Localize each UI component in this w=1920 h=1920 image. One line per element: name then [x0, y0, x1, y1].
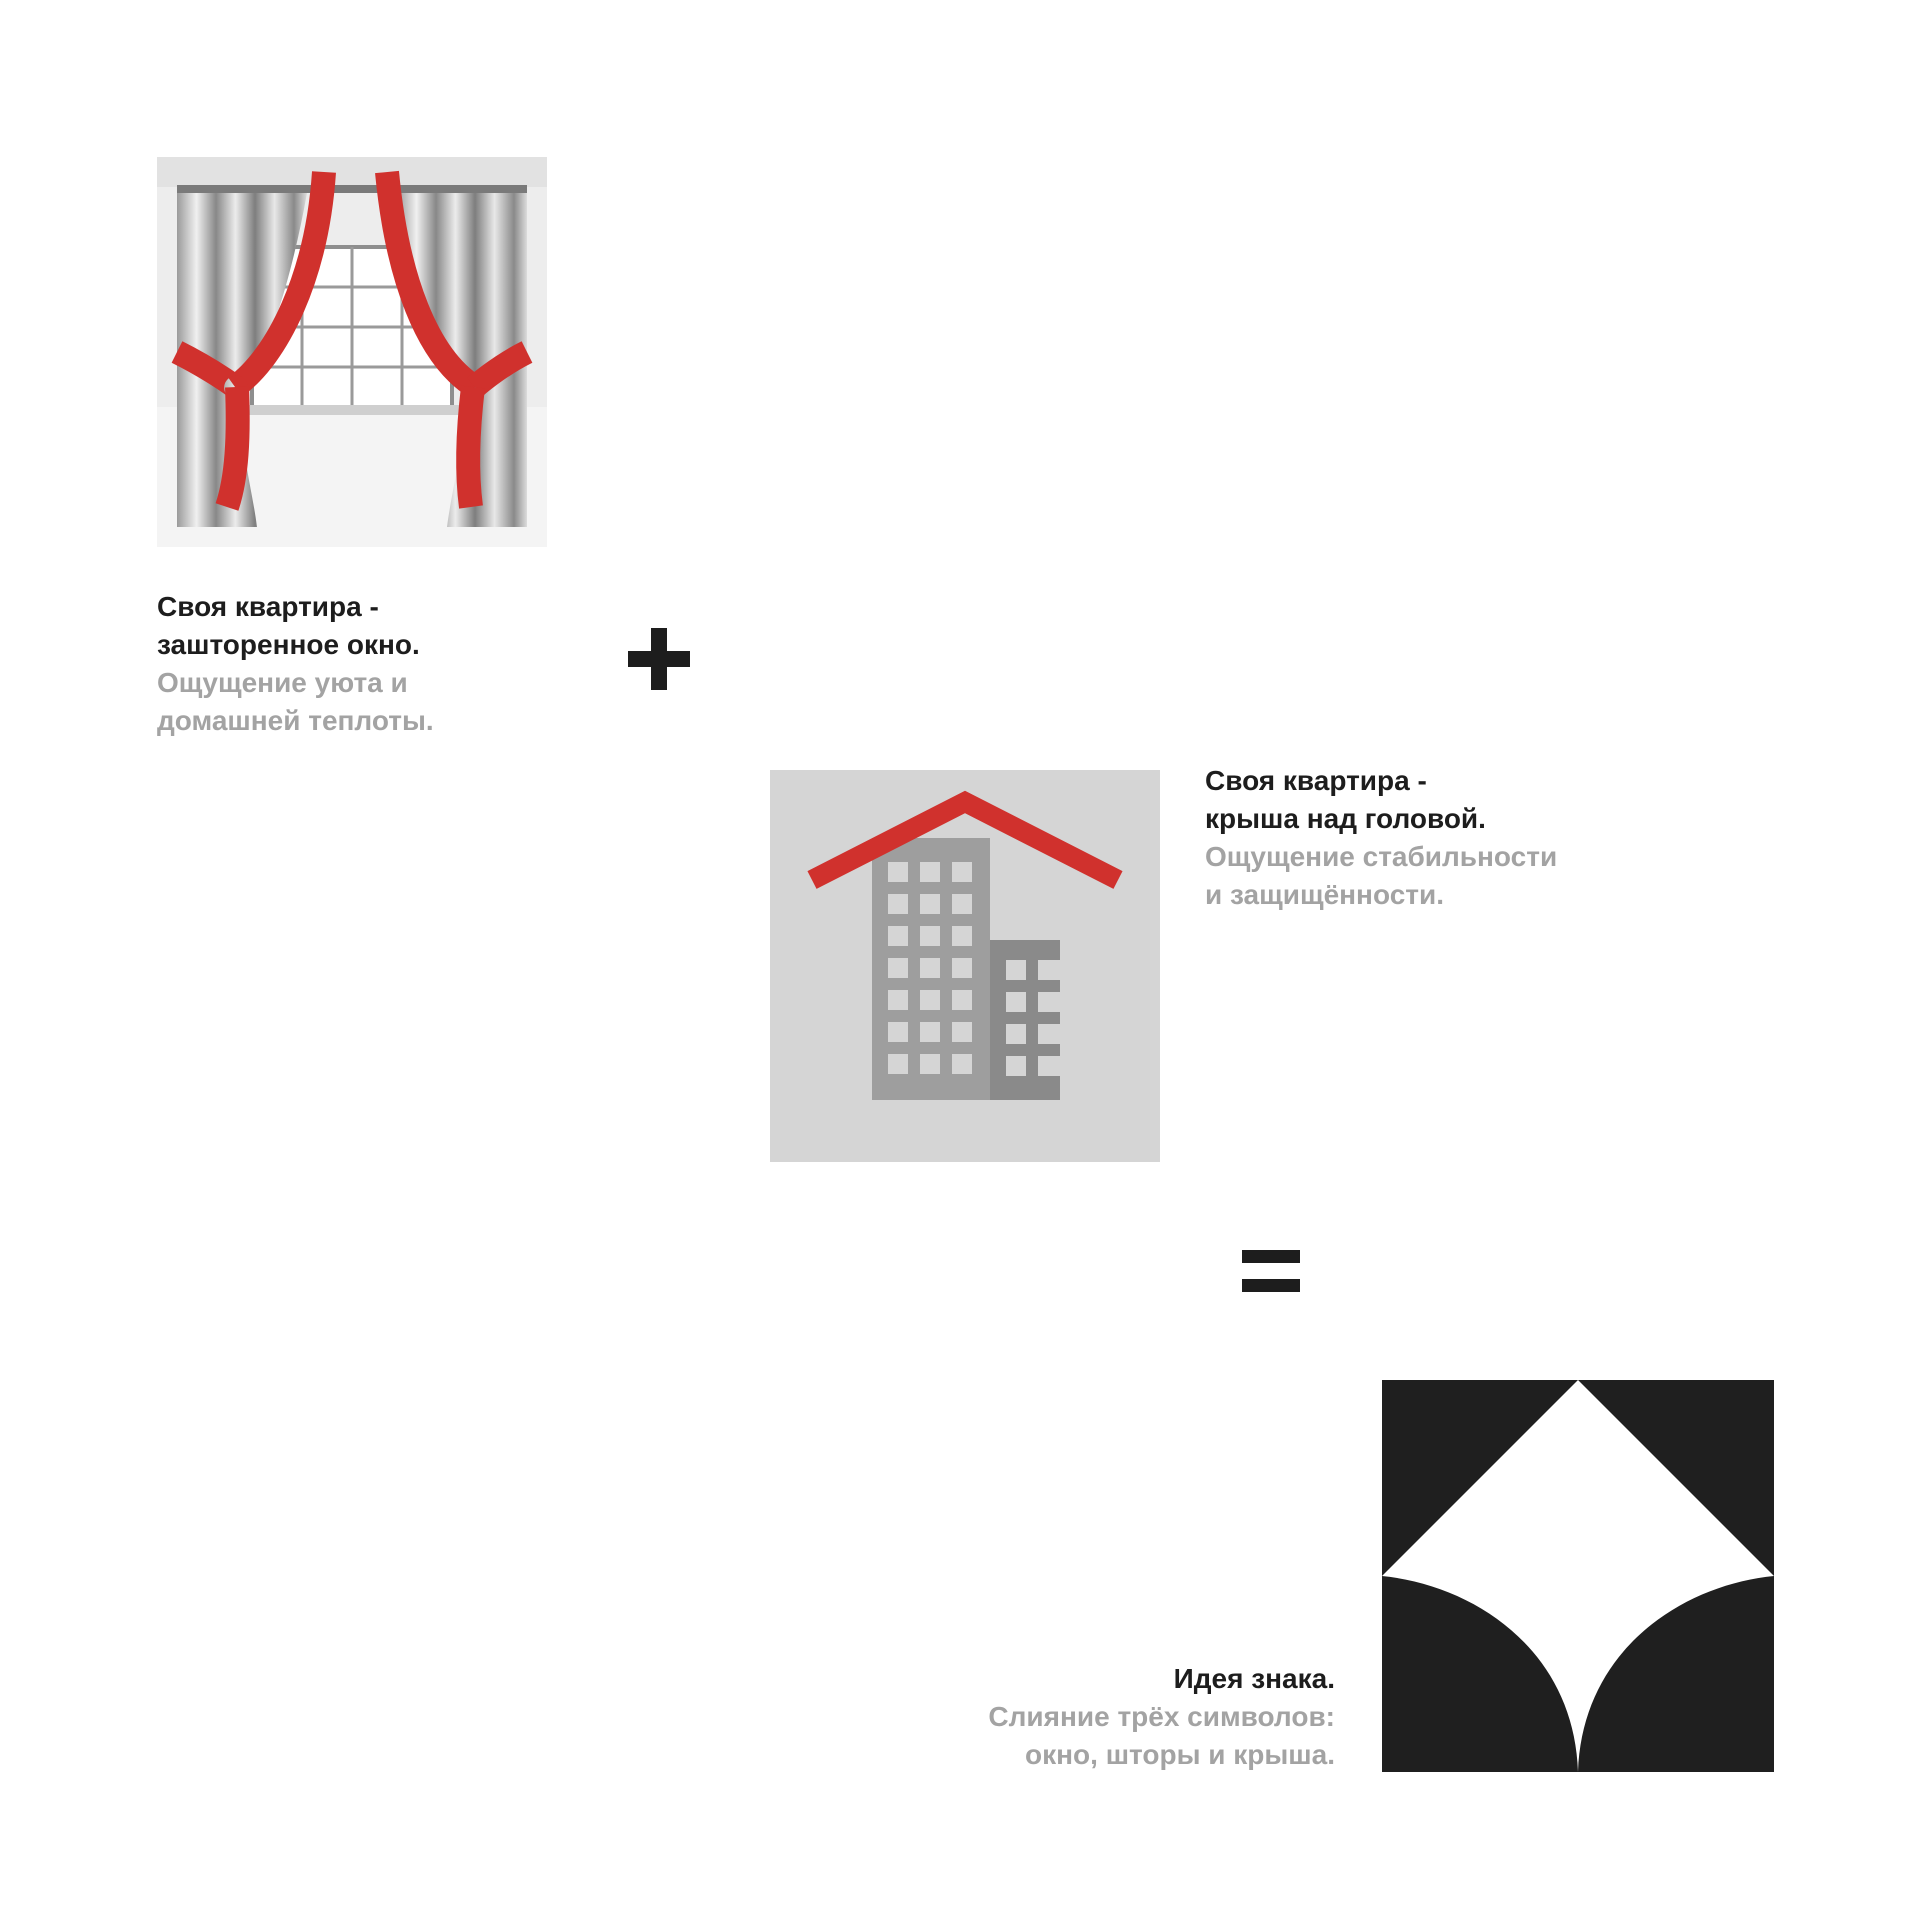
- curtain-caption-sub-line2: домашней теплоты.: [157, 705, 434, 736]
- idea-caption: [880, 1660, 1335, 1774]
- logo-mark: [1382, 1380, 1774, 1772]
- equals-icon: [1242, 1250, 1300, 1292]
- roof-caption-title-line2: крыша над головой.: [1205, 803, 1486, 834]
- idea-caption-sub-line1: Слияние трёх символов:: [988, 1701, 1335, 1732]
- idea-caption-title: Идея знака.: [1173, 1663, 1335, 1694]
- curtain-caption-title-line2: зашторенное окно.: [157, 629, 420, 660]
- roof-building-image: [770, 770, 1160, 1162]
- plus-icon: [628, 628, 690, 690]
- curtain-caption: [157, 588, 577, 740]
- curtain-window-image: [157, 157, 547, 547]
- curtain-caption-title-line1: Своя квартира -: [157, 591, 379, 622]
- roof-caption: [1205, 762, 1625, 914]
- roof-caption-sub-line1: Ощущение стабильности: [1205, 841, 1558, 872]
- roof-caption-title-line1: Своя квартира -: [1205, 765, 1427, 796]
- curtain-caption-sub-line1: Ощущение уюта и: [157, 667, 408, 698]
- idea-caption-sub-line2: окно, шторы и крыша.: [1025, 1739, 1335, 1770]
- roof-caption-sub-line2: и защищённости.: [1205, 879, 1444, 910]
